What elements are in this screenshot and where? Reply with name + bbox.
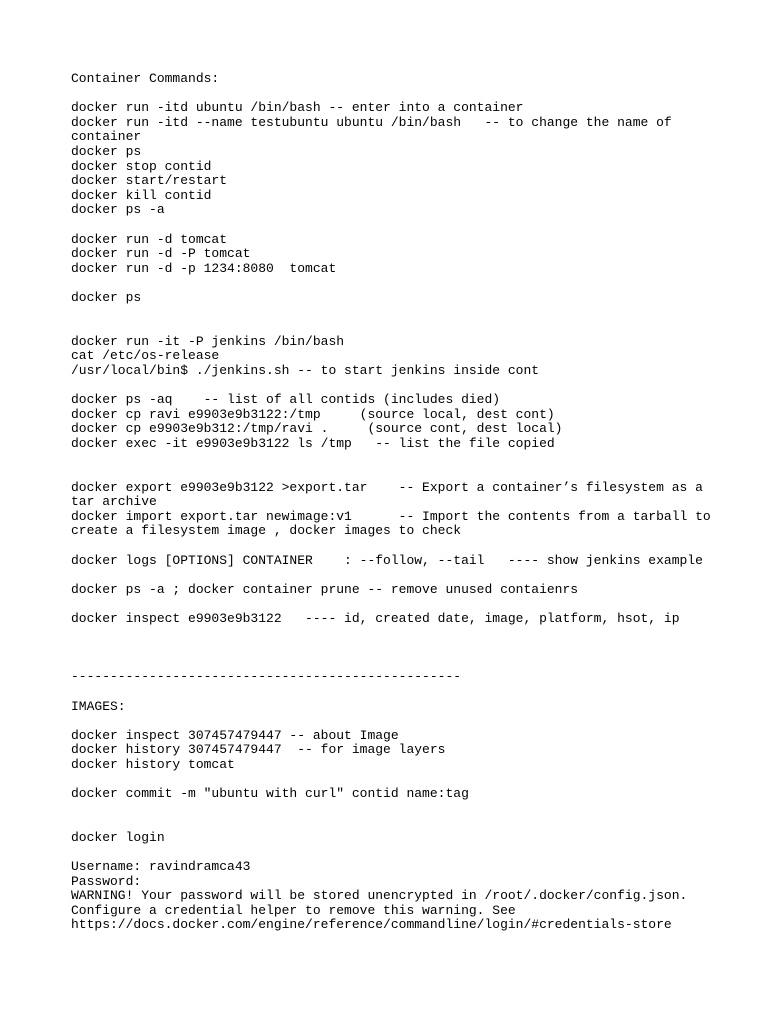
blank-line xyxy=(71,597,711,612)
text-line: docker ps xyxy=(71,143,142,159)
text-line: docker inspect e9903e9b3122 ---- id, created date, image, platform, hsot, ip xyxy=(71,610,680,626)
text-line: docker ps xyxy=(71,289,142,305)
text-line: docker cp ravi e9903e9b3122:/tmp (source local, dest cont) xyxy=(71,406,555,422)
text-line: docker run -d -p 1234:8080 tomcat xyxy=(71,260,337,276)
blank-line xyxy=(71,451,711,466)
text-line: docker inspect 307457479447 -- about Image xyxy=(71,727,399,743)
text-line: docker ps -a xyxy=(71,202,165,218)
text-line: create a filesystem image , docker images to check xyxy=(71,523,462,539)
blank-line xyxy=(71,685,711,700)
text-line: docker run -itd --name testubuntu ubuntu /bin/bash -- to change the name of xyxy=(71,114,672,130)
blank-line xyxy=(71,306,711,321)
blank-line xyxy=(71,656,711,671)
text-line: Username: ravindramca43 xyxy=(71,859,251,875)
text-line: WARNING! Your password will be stored unencrypted in /root/.docker/config.json. xyxy=(71,888,688,904)
blank-line xyxy=(71,87,711,102)
text-line: Configure a credential helper to remove this warning. See xyxy=(71,902,516,918)
document-body xyxy=(71,72,711,933)
text-line: docker exec -it e9903e9b3122 ls /tmp -- list the file copied xyxy=(71,435,555,451)
section-heading-images: IMAGES: xyxy=(71,698,126,714)
text-line: docker ps -a ; docker container prune -- remove unused contaienrs xyxy=(71,581,579,597)
blank-line xyxy=(71,627,711,642)
text-line: docker stop contid xyxy=(71,158,212,174)
blank-line xyxy=(71,641,711,656)
text-line: cat /etc/os-release xyxy=(71,348,220,364)
text-line: docker history tomcat xyxy=(71,756,235,772)
text-line: docker login xyxy=(71,829,165,845)
blank-line xyxy=(71,845,711,860)
blank-line xyxy=(71,276,711,291)
text-line: https://docs.docker.com/engine/reference/commandline/login/#credentials-store xyxy=(71,917,672,933)
blank-line xyxy=(71,218,711,233)
text-line: docker logs [OPTIONS] CONTAINER : --follow, --tail ---- show jenkins example xyxy=(71,552,703,568)
text-line: docker start/restart xyxy=(71,173,228,189)
blank-line xyxy=(71,773,711,788)
text-line: docker history 307457479447 -- for image layers xyxy=(71,742,446,758)
text-line: docker cp e9903e9b312:/tmp/ravi . (source cont, dest local) xyxy=(71,421,563,437)
text-line: docker run -itd ubuntu /bin/bash -- enter into a container xyxy=(71,100,524,116)
text-line: docker import export.tar newimage:v1 -- Import the contents from a tarball to xyxy=(71,508,711,524)
blank-line xyxy=(71,378,711,393)
text-line: docker ps -aq -- list of all contids (includes died) xyxy=(71,392,501,408)
blank-line xyxy=(71,568,711,583)
section-heading-container-commands: Container Commands: xyxy=(71,71,220,86)
blank-line xyxy=(71,816,711,831)
text-line: Password: xyxy=(71,873,142,889)
text-line: docker run -d -P tomcat xyxy=(71,246,251,262)
blank-line xyxy=(71,466,711,481)
section-divider: -------------------------------------------------- xyxy=(71,669,462,685)
blank-line xyxy=(71,802,711,817)
blank-line xyxy=(71,714,711,729)
blank-line xyxy=(71,320,711,335)
text-line: docker run -it -P jenkins /bin/bash xyxy=(71,333,345,349)
text-line: docker commit -m "ubuntu with curl" contid name:tag xyxy=(71,786,469,802)
blank-line xyxy=(71,539,711,554)
text-line: /usr/local/bin$ ./jenkins.sh -- to start jenkins inside cont xyxy=(71,362,540,378)
text-line: container xyxy=(71,129,142,145)
text-line: tar archive xyxy=(71,494,157,510)
text-line: docker run -d tomcat xyxy=(71,231,228,247)
text-line: docker kill contid xyxy=(71,187,212,203)
text-line: docker export e9903e9b3122 >export.tar -- Export a container’s filesystem as a xyxy=(71,479,703,495)
